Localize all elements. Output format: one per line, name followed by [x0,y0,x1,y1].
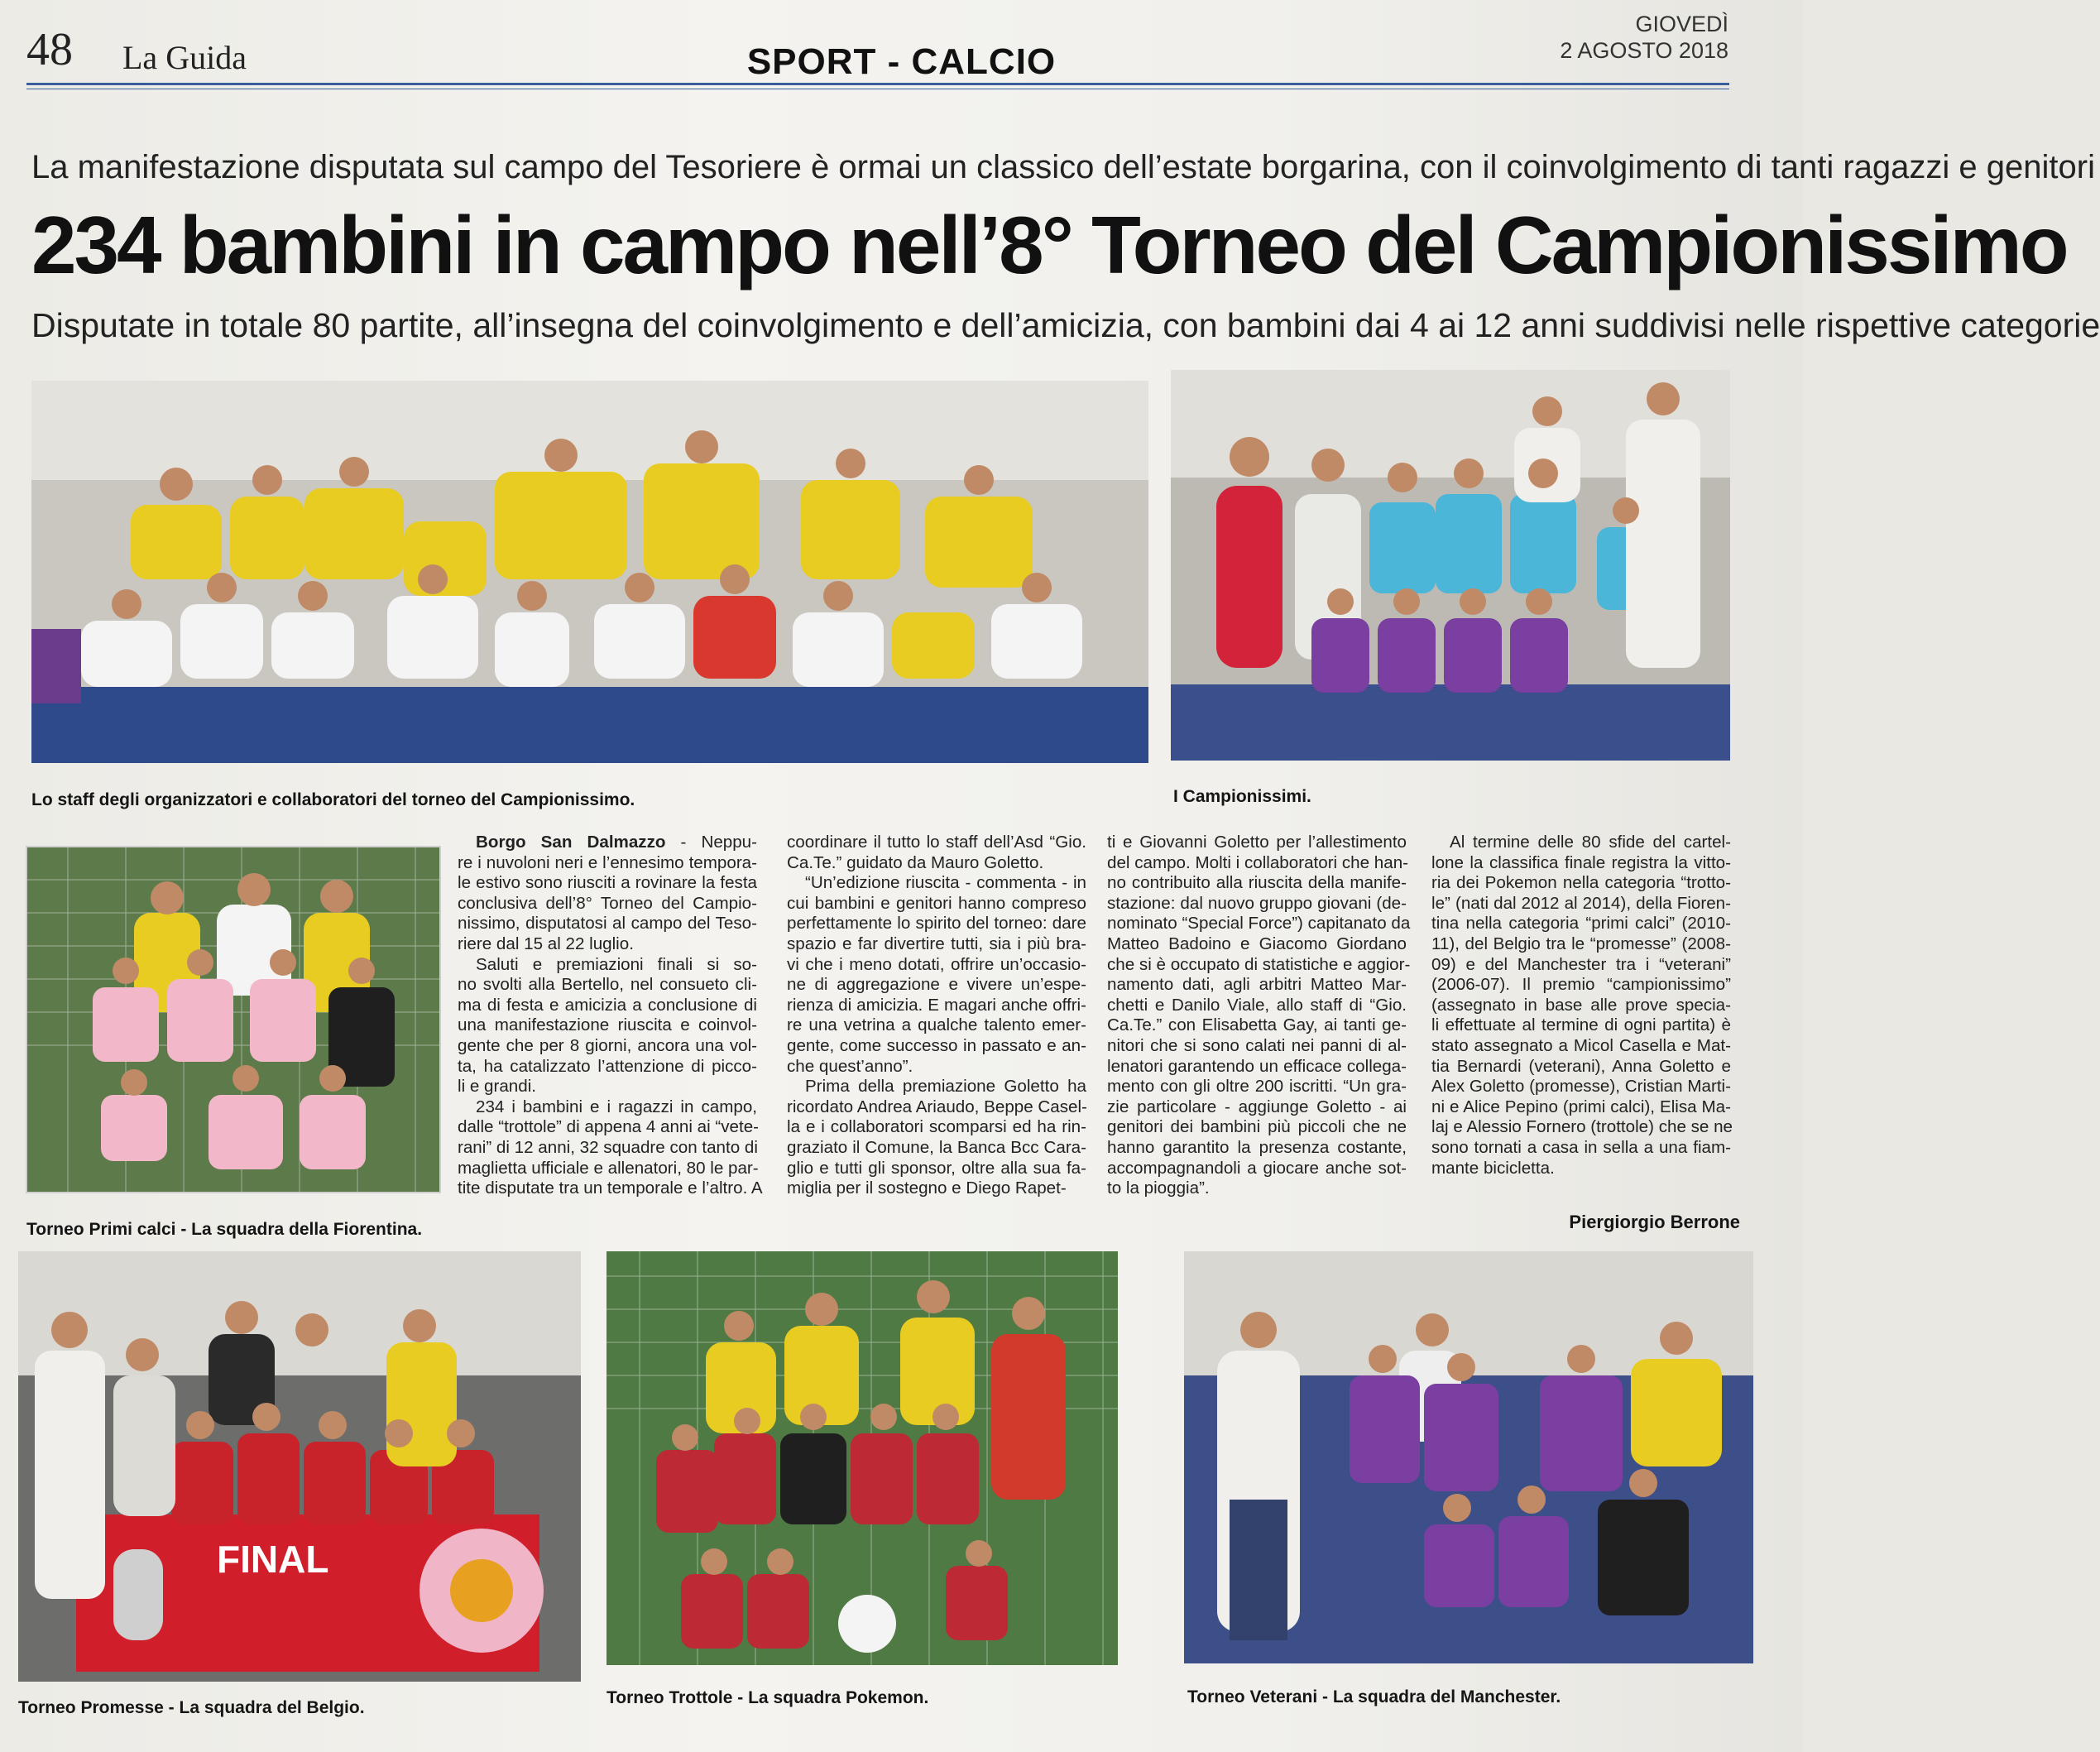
article-line: zie particolare - aggiunge Goletto - ai [1107,1097,1407,1116]
article-line: nissimo, disputatosi al campo del Teso- [458,914,757,934]
article-line: Ca.Te.” guidato da Mauro Goletto. [787,852,1044,872]
article-headline: 234 bambini in campo nell’8° Torneo del Campionissimo [31,199,2067,290]
article-line: Ca.Te.” con Elisabetta Gay, ai tanti ge- [1107,1015,1407,1035]
article-line: Borgo San Dalmazzo - Neppu- [476,833,757,852]
article-line: ni e Alice Pepino (primi calci), Elisa Ma- [1431,1097,1731,1116]
article-line: lone la classifica finale registra la vitto- [1431,852,1731,872]
article-line: no svolti alla Bertello, nel consueto cli- [458,975,757,995]
article-line: stazione: dal nuovo gruppo giovani (de- [1107,893,1407,913]
article-line: del campo. Molti i collaboratori che han- [1107,852,1409,872]
article-line: hanno garantito la presenza costante, [1107,1137,1407,1157]
article-line: ti e Giovanni Goletto per l’allestimento [1107,833,1407,852]
caption-veterani: Torneo Veterani - La squadra del Manchester. [1187,1687,1561,1706]
article-line: namento dati, agli arbitri Matteo Mar- [1107,975,1407,995]
article-column-3 [1107,833,1411,1199]
article-line: ria dei Pokemon nella categoria “trotto- [1431,873,1731,893]
article-line: la e i collaboratori scomparsi ed ha rin- [787,1117,1086,1137]
article-line: genitori dei bambini più piccoli che ne [1107,1117,1407,1137]
article-author: Piergiorgio Berrone [1569,1212,1740,1232]
article-line: Prima della premiazione Goletto ha [805,1077,1086,1097]
article-line: miglia per il sostegno e Diego Rapet- [787,1178,1067,1198]
photo-trottole [607,1251,1118,1665]
article-line: ne di aggregazione e vivere un’espe- [787,975,1086,995]
article-line: laj e Alessio Fornero (trottole) che se ne [1431,1117,1733,1137]
article-dateline: Borgo San Dalmazzo [476,833,666,852]
photo-primi-calci [26,847,440,1193]
article-line: graziato il Comune, la Banca Bcc Cara- [787,1137,1086,1157]
photo-promesse [18,1251,581,1682]
article-line: che si è occupato di statistiche e aggior- [1107,954,1411,974]
article-line: che quest’anno”. [787,1056,913,1076]
article-line: Matteo Badoino e Giacomo Giordano [1107,934,1407,953]
header-rule [26,83,1729,85]
article-line: ricordato Andrea Ariaudo, Beppe Casel- [787,1097,1087,1116]
article-line: re i nuvoloni neri e l’ennesimo tempora- [458,852,757,872]
article-line: mento con gli oltre 200 iscritti. “Un gra- [1107,1077,1407,1097]
caption-promesse: Torneo Promesse - La squadra del Belgio. [18,1698,365,1717]
article-line: coordinare il tutto lo staff dell’Asd “Gio. [787,833,1086,852]
article-line: glio e tutti gli sponsor, oltre alla sua fa- [787,1158,1086,1178]
article-line: 234 i bambini e i ragazzi in campo, [476,1097,757,1116]
caption-primi-calci: Torneo Primi calci - La squadra della Fiorentina. [26,1220,423,1239]
article-line: dalle “trottole” di appena 4 anni ai “vete- [458,1117,760,1137]
article-column-1 [458,833,763,1199]
article-line: (assegnato in base alle prove specia- [1431,995,1731,1015]
article-line: 09) e del Manchester tra i “veterani” [1431,954,1731,974]
photo-staff-group [31,381,1148,763]
article-line: riere dal 15 al 22 luglio. [458,934,634,953]
article-line: stato assegnato a Micol Casella e Mat- [1431,1035,1731,1055]
section-title: SPORT - CALCIO [746,41,1057,82]
article-line: sono tornati a casa in sella a una fiam- [1431,1137,1731,1157]
article-line: chetti e Danilo Viale, allo staff di “Gio. [1107,995,1407,1015]
article-line: accompagnandoli a giocare anche sot- [1107,1158,1407,1178]
newspaper-name: La Guida [122,39,247,76]
article-line: cui bambini e genitori hanno compreso [787,893,1086,913]
article-line: perfettamente lo spirito del torneo: dare [787,914,1086,934]
article-line: lenatori garantendo un efficace collega- [1107,1056,1407,1076]
issue-date: 2 AGOSTO 2018 [1560,38,1728,63]
article-line: re una vetrina a qualche talento emer- [787,1015,1086,1035]
article-line: le” (nati dal 2012 al 2014), della Fioren- [1431,893,1731,913]
article-line: 11), del Belgio tra le “promesse” (2008- [1431,934,1731,953]
article-column-2 [787,833,1086,1199]
article-line: li effettuate al termine di ogni partita) è [1431,1015,1731,1035]
article-line: conclusiva dell’8° Torneo del Campio- [458,893,757,913]
article-line: li e grandi. [458,1077,537,1097]
article-line: gente che per 8 giorni, ancora una vol- [458,1035,757,1055]
article-line: Alex Goletto (promesse), Cristian Marti- [1431,1077,1731,1097]
article-line: no contribuito alla riuscita della manife- [1107,873,1407,893]
article-line: to la pioggia”. [1107,1178,1210,1198]
page-number: 48 [26,24,73,75]
article-line: nitori che si sono calati nei panni di al- [1107,1035,1407,1055]
issue-day: GIOVEDÌ [1635,12,1728,36]
article-line: Al termine delle 80 sfide del cartel- [1450,833,1731,852]
article-line: mante bicicletta. [1431,1158,1555,1178]
article-line: le estivo sono riusciti a rovinare la festa [458,873,757,893]
photo-veterani [1184,1251,1753,1663]
final-banner-text: FINAL [217,1538,329,1581]
article-line: maglietta ufficiale e allenatori, 80 le par- [458,1158,759,1178]
caption-campionissimi: I Campionissimi. [1173,787,1311,806]
article-column-4 [1431,833,1731,1178]
article-line: ta, ha catalizzato l’attenzione di picco- [458,1056,757,1076]
article-line: “Un’edizione riuscita - commenta - in [805,873,1086,893]
article-line: tite disputate tra un temporale e l’altro. A [458,1178,763,1198]
article-line: una manifestazione riuscita e coinvol- [458,1015,757,1035]
article-line: rani” di 12 anni, 32 squadre con tanto di [458,1137,758,1157]
article-line: Saluti e premiazioni finali si so- [476,954,757,974]
article-subhead: Disputate in totale 80 partite, all’insegna del coinvolgimento e dell’amicizia, con bambini dai 4 ai 12 anni suddivisi nelle rispettive categorie [31,306,2100,344]
article-line: gente, come successo in passato e an- [787,1035,1086,1055]
article-line: (2006-07). Il premio “campionissimo” [1431,975,1731,995]
article-line: spazio e far divertire tutti, sia i più bra- [787,934,1086,953]
article-kicker: La manifestazione disputata sul campo del Tesoriere è ormai un classico dell’estate borgarina, con il coinvolgimento di tanti ragazzi e genitori [31,149,2095,185]
article-line: tia Bernardi (veterani), Anna Goletto e [1431,1056,1731,1076]
photo-campionissimi [1171,370,1730,761]
article-line: nominato “Special Force”) capitanato da [1107,914,1411,934]
article-line: tina nella categoria “primi calci” (2010- [1431,914,1731,934]
article-line: vi che i meno dotati, offrire un’occasio- [787,954,1086,974]
caption-staff: Lo staff degli organizzatori e collaboratori del torneo del Campionissimo. [31,790,635,809]
article-line: rienza di amicizia. E magari anche offri- [787,995,1086,1015]
article-line: ma di festa e amicizia a conclusione di [458,995,757,1015]
caption-trottole: Torneo Trottole - La squadra Pokemon. [607,1688,929,1707]
